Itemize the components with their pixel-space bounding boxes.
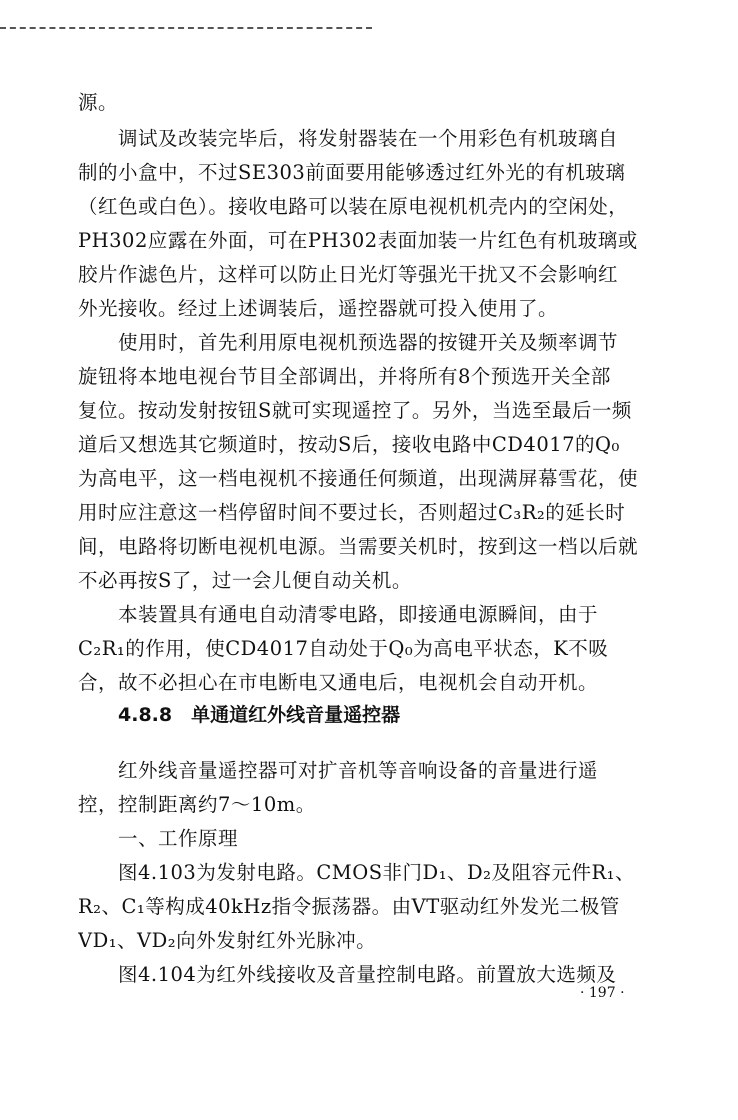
text-line: 使用时，首先利用原电视机预选器的按键开关及频率调节 [118, 331, 619, 354]
subsection-heading: 一、工作原理 [118, 827, 239, 850]
text-line: （红色或白色）。接收电路可以装在原电视机机壳内的空闲处， [78, 195, 629, 218]
text-line: 复位。按动发射按钮S就可实现遥控了。另外，当选至最后一频 [78, 399, 632, 422]
text-line: 控，控制距离约7～10m。 [78, 793, 316, 816]
text-line: C₂R₁的作用，使CD4017自动处于Q₀为高电平状态，K不吸 [78, 637, 609, 660]
text-line: VD₁、VD₂向外发射红外光脉冲。 [78, 929, 377, 952]
text-line: 用时应注意这一档停留时间不要过长，否则超过C₃R₂的延长时 [78, 501, 626, 524]
text-line: 不必再按S了，过一会儿便自动关机。 [78, 569, 412, 592]
text-line: 图4.104为红外线接收及音量控制电路。前置放大选频及 [118, 963, 617, 986]
text-line: 合，故不必担心在市电断电又通电后，电视机会自动开机。 [78, 671, 599, 694]
text-line: 旋钮将本地电视台节目全部调出，并将所有8个预选开关全部 [78, 365, 611, 388]
text-line: 道后又想选其它频道时，按动S后，接收电路中CD4017的Q₀ [78, 433, 620, 456]
text-line: 图4.103为发射电路。CMOS非门D₁、D₂及阻容元件R₁、 [118, 861, 635, 884]
section-heading: 4.8.8 单通道红外线音量遥控器 [118, 704, 401, 726]
text-line: 外光接收。经过上述调装后，遥控器就可投入使用了。 [78, 297, 559, 320]
text-line: 为高电平，这一档电视机不接通任何频道，出现满屏幕雪花，使 [78, 467, 639, 490]
page-number: · 197 · [580, 985, 625, 1001]
text-line: 源。 [78, 91, 119, 114]
text-line: 本装置具有通电自动清零电路，即接通电源瞬间，由于 [118, 603, 599, 626]
text-line: PH302应露在外面，可在PH302表面加装一片红色有机玻璃或 [78, 229, 638, 252]
text-line: 红外线音量遥控器可对扩音机等音响设备的音量进行遥 [118, 759, 599, 782]
text-line: R₂、C₁等构成40kHz指令振荡器。由VT驱动红外发光二极管 [78, 895, 620, 918]
text-line: 制的小盒中，不过SE303前面要用能够透过红外光的有机玻璃 [78, 161, 626, 184]
header-dashed-rule [0, 27, 372, 29]
text-line: 调试及改装完毕后，将发射器装在一个用彩色有机玻璃自 [118, 127, 619, 150]
text-line: 间，电路将切断电视机电源。当需要关机时，按到这一档以后就 [78, 535, 639, 558]
text-line: 胶片作滤色片，这样可以防止日光灯等强光干扰又不会影响红 [78, 263, 619, 286]
